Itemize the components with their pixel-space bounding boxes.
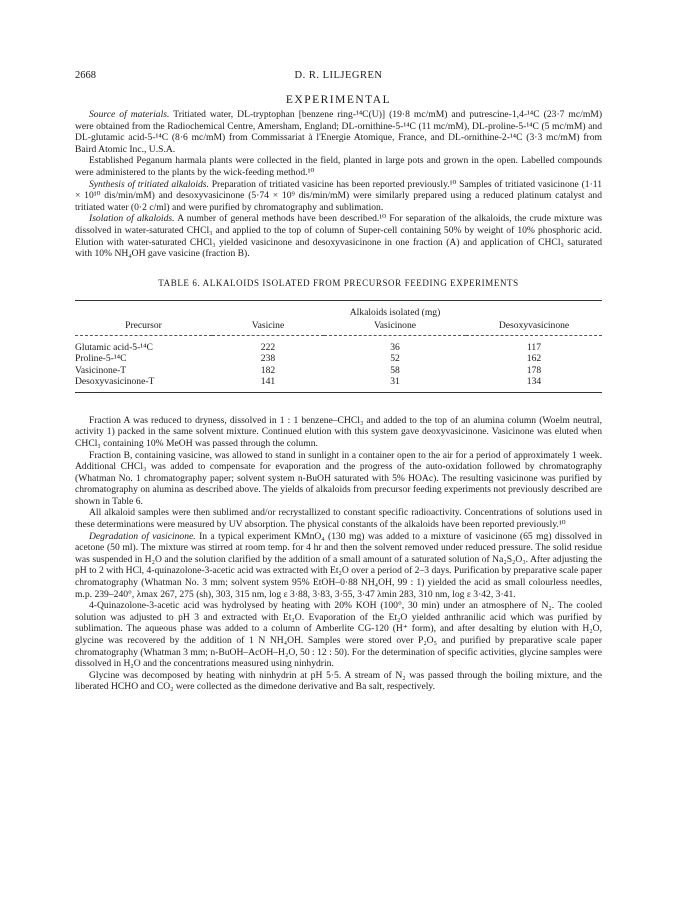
- paragraph: [75, 179, 602, 214]
- table-cell: Proline-5-¹⁴C: [75, 353, 127, 365]
- table-row: [75, 365, 602, 377]
- alkaloids-table: [75, 300, 602, 393]
- paragraph: [75, 507, 602, 530]
- paragraph-lead: Isolation of alkaloids.: [89, 213, 175, 225]
- table-cell: 222: [260, 341, 276, 353]
- body-bottom: [75, 415, 602, 693]
- table-caption: TABLE 6. ALKALOIDS ISOLATED FROM PRECURSOR FEEDING EXPERIMENTS: [158, 277, 519, 288]
- table-cell: 58: [390, 364, 400, 376]
- column-header: Desoxyvasicinone: [498, 319, 570, 331]
- table-cell: 162: [526, 353, 542, 365]
- table-group-header-row: [75, 300, 602, 319]
- paragraph: [75, 213, 602, 259]
- paragraph: [75, 670, 602, 693]
- page-number: 2668: [75, 70, 96, 81]
- table-cell: 178: [526, 364, 542, 376]
- table-header-row: [75, 319, 602, 336]
- table-cell: 141: [260, 376, 276, 388]
- column-header: Vasicine: [251, 319, 285, 331]
- paragraph-lead: Synthesis of tritiated alkaloids.: [89, 178, 209, 190]
- paragraph: [75, 450, 602, 508]
- paragraph-text: Fraction A was reduced to dryness, dissolved in 1 : 1 benzene–CHCl₃ and added to the top of an alumina column (Woelm neutral, activity 1) packed in the same solvent mixture. Continued elution with this system gave deoxyvasicinone. Vasicinone was eluted when CHCl₃ containing 10% MeOH was passed through the column.: [75, 414, 602, 449]
- paragraph-text: Glycine was decomposed by heating with ninhydrin at pH 5·5. A stream of N₂ was passed through the boiling mixture, and the liberated HCHO and CO₂ were collected as the dimedone derivative and Ba salt, respectively.: [75, 669, 602, 693]
- table-row: [75, 376, 602, 392]
- paragraph-lead: Degradation of vasicinone.: [89, 530, 196, 542]
- table-cell: 117: [526, 341, 542, 353]
- paragraph-text: A number of general methods have been described.¹⁰ For separation of the alkaloids, the crude mixture was dissolved in water-saturated CHCl₃ and applied to the top of column of Super-cell containing 50% by weight of 10% phosphoric acid. Elution with water-saturated CHCl₃ yielded vasicinone and desoxyvasicinone in one fraction (A) and application of CHCl₃ saturated with 10% NH₄OH gave vasicine (fraction B).: [75, 213, 603, 260]
- table-row: [75, 335, 602, 353]
- paragraph-text: In a typical experiment KMnO₄ (130 mg) was added to a mixture of vasicinone (65 mg) dissolved in acetone (50 ml). The mixture was stirred at room temp. for 4 hr and then the solvent removed under reduced pressure. The solid residue was suspended in H₂O and the solution clarified by the addition of a small amount of a saturated solution of Na₂S₂O₃. After adjusting the pH to 2 with HCl, 4-quinazolone-3-acetic acid was extracted with Et₂O over a period of 2–3 days. Purification by preparative scale paper chromatography (Whatman No. 3 mm; solvent system 95% EtOH–0·88 NH₄OH, 99 : 1) yielded the acid as small colourless needles, m.p. 239–240°, λmax 267, 275 (sh), 303, 315 nm, log ε 3·88, 3·83, 3·55, 3·47 λmin 283, 310 nm, log ε 3·42, 3·41.: [75, 530, 602, 600]
- paragraph: [75, 531, 602, 601]
- paragraph-text: Fraction B, containing vasicine, was allowed to stand in sunlight in a container open to the air for a period of approximately 1 week. Additional CHCl₃ was added to compensate for evaporation and the progress of the auto-oxidation followed by chromatography (Whatman No. 1 chromatography paper; solvent system n-BuOH saturated with 5% HOAc). The resulting vasicinone was purified by chromatography on alumina as described above. The yields of alkaloids from precursor feeding experiments not previously described are shown in Table 6.: [75, 449, 602, 507]
- table-cell: 182: [260, 364, 276, 376]
- paragraph-text: Established Peganum harmala plants were collected in the field, planted in large pots and grown in the open. Labelled compounds were administered to the plants by the wick-feeding method.¹⁰: [75, 155, 602, 178]
- paragraph-text: 4-Quinazolone-3-acetic acid was hydrolysed by heating with 20% KOH (100°, 30 min) under an atmosphere of N₂. The cooled solution was adjusted to pH 3 and extracted with Et₂O. Evaporation of the Et₂O yielded anthranilic acid which was purified by sublimation. The aqueous phase was added to a column of Amberlite CG-120 (H⁺ form), and after desalting by elution with H₂O, glycine was recovered by the addition of 1 N NH₄OH. Samples were stored over P₂O₅ and purified by preparative scale paper chromatography (Whatman 3 mm; n-BuOH–AcOH–H₂O, 50 : 12 : 50). For the determination of specific activities, glycine samples were dissolved in H₂O and the concentrations measured using ninhydrin.: [75, 600, 602, 670]
- body-top: [75, 109, 602, 260]
- table-group-header: Alkaloids isolated (mg): [349, 306, 441, 318]
- paragraph-text: Preparation of tritiated vasicine has been reported previously.¹⁰ Samples of tritiated vasicinone (1·11 × 10¹⁰ dis/min/mM) and desoxyvasicinone (5·74 × 10⁹ dis/min/mM) were similarly prepared using a reduced platinum catalyst and tritiated water (0·2 c/ml) and were purified by chromatography and sublimation.: [75, 178, 602, 213]
- paragraph: [75, 415, 602, 450]
- table-cell: 31: [390, 376, 400, 388]
- column-header: Precursor: [125, 319, 162, 331]
- table-cell: 36: [390, 341, 400, 353]
- column-header: Vasicinone: [373, 319, 417, 331]
- table-cell: 134: [526, 376, 542, 388]
- table-cell: Glutamic acid-5-¹⁴C: [75, 341, 153, 353]
- table-cell: Desoxyvasicinone-T: [75, 376, 155, 388]
- running-header: [75, 70, 602, 84]
- paragraph: [75, 109, 602, 155]
- paragraph-text: All alkaloid samples were then sublimed and/or recrystallized to constant specific radioactivity. Concentrations of solutions used in these determinations were measured by UV absorption. The physical constants of the alkaloids have been reported previously.¹⁰: [75, 507, 602, 531]
- table-cell: Vasicinone-T: [75, 364, 127, 376]
- paragraph-lead: Source of materials.: [89, 109, 170, 120]
- table-cell: 52: [390, 353, 400, 365]
- table-row: [75, 353, 602, 365]
- section-title: EXPERIMENTAL: [285, 94, 392, 106]
- paragraph: [75, 155, 602, 178]
- paragraph-text: Tritiated water, DL-tryptophan [benzene ring-¹⁴C(U)] (19·8 mc/mM) and putrescine-1,4-¹⁴C (23·7 mc/mM) were obtained from the Radiochemical Centre, Amersham, England; DL-ornithine-5-¹⁴C (11 mc/mM), DL-proline-5-¹⁴C (5 mc/mM) and DL-glutamic acid-5-¹⁴C (8·6 mc/mM) from Commissariat à l'Energie Atomique, France, and DL-ornithine-2-¹⁴C (3·3 mc/mM) from Baird Atomic Inc., U.S.A.: [75, 109, 603, 155]
- paragraph: [75, 600, 602, 670]
- paper-page: [75, 70, 602, 693]
- running-author: D. R. LILJEGREN: [294, 70, 383, 81]
- table-cell: 238: [260, 353, 276, 365]
